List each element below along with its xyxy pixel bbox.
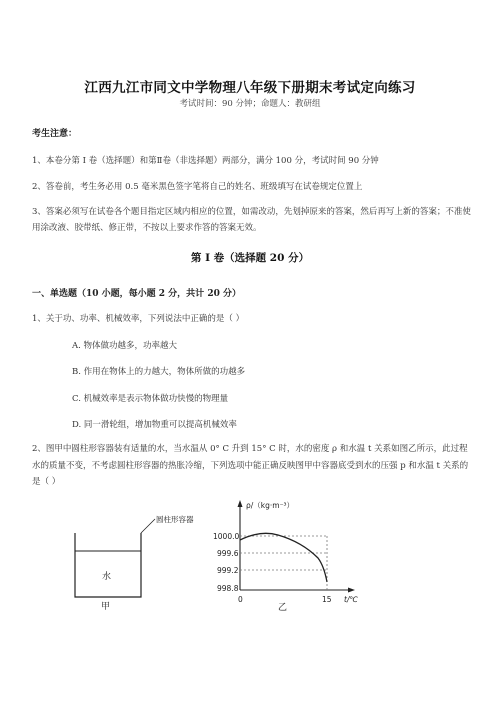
exam-info: 考试时间：90 分钟；命题人：教研组 xyxy=(179,99,321,109)
figure-container-diagram xyxy=(55,505,205,613)
y-tick-998-8: 998.8 xyxy=(217,584,239,593)
question-1-option-d[interactable]: D. 同一滑轮组，增加物重可以提高机械效率 xyxy=(72,420,237,430)
part-heading: 一、单选题（10 小题，每小题 2 分，共计 20 分） xyxy=(32,289,241,299)
x-tick-15: 15 xyxy=(322,595,332,604)
x-origin-label: 0 xyxy=(238,595,243,604)
figure-density-graph xyxy=(210,498,370,618)
notice-item-2: 2、答卷前，考生务必用 0.5 毫米黑色签字笔将自己的姓名、班级填写在试卷规定位置上 xyxy=(32,182,363,192)
page-title: 江西九江市同文中学物理八年级下册期末考试定向练习 xyxy=(84,80,416,96)
figure-a-caption: 甲 xyxy=(101,602,111,612)
y-tick-999-2: 999.2 xyxy=(217,566,239,575)
figure-b-caption: 乙 xyxy=(278,603,288,613)
question-1-option-b[interactable]: B. 作用在物体上的力越大，物体所做的功越多 xyxy=(72,367,246,377)
section-title: 第 I 卷（选择题 20 分） xyxy=(190,252,310,264)
x-axis-label: t/℃ xyxy=(344,595,358,604)
container-label: 圆柱形容器 xyxy=(156,515,194,524)
y-axis-arrow-icon xyxy=(238,500,243,507)
y-axis-label: ρ/（kg·m⁻³） xyxy=(246,501,295,510)
question-1-option-c[interactable]: C. 机械效率是表示物体做功快慢的物理量 xyxy=(72,394,229,404)
question-2-stem: 2、图甲中圆柱形容器装有适量的水，当水温从 0° C 升到 15° C 时，水的密度 ρ 和水温 t 关系如图乙所示，此过程水的质量不变，不考虑圆柱形容器的热胀冷缩，下列选项中能正确反映图甲中容器底受到水的压强 p 和水温 t 关系的是（ ） xyxy=(32,444,469,487)
y-tick-1000-0: 1000.0 xyxy=(213,532,240,541)
density-curve xyxy=(240,533,327,582)
notice-item-3: 3、答案必须写在试卷各个题目指定区域内相应的位置，如需改动，先划掉原来的答案，然后再写上新的答案；不准使用涂改液、胶带纸、修正带，不按以上要求作答的答案无效。 xyxy=(32,207,471,233)
x-axis-arrow-icon xyxy=(348,588,355,593)
question-1-stem: 1、关于功、功率、机械效率，下列说法中正确的是（ ） xyxy=(32,314,245,324)
water-label: 水 xyxy=(102,572,112,582)
notice-item-1: 1、本卷分第 I 卷（选择题）和第Ⅱ卷（非选择题）两部分，满分 100 分，考试时间 90 分钟 xyxy=(32,156,379,166)
question-1-option-a[interactable]: A. 物体做功越多，功率越大 xyxy=(72,341,178,351)
y-tick-999-6: 999.6 xyxy=(217,549,239,558)
notice-heading: 考生注意： xyxy=(32,129,78,139)
